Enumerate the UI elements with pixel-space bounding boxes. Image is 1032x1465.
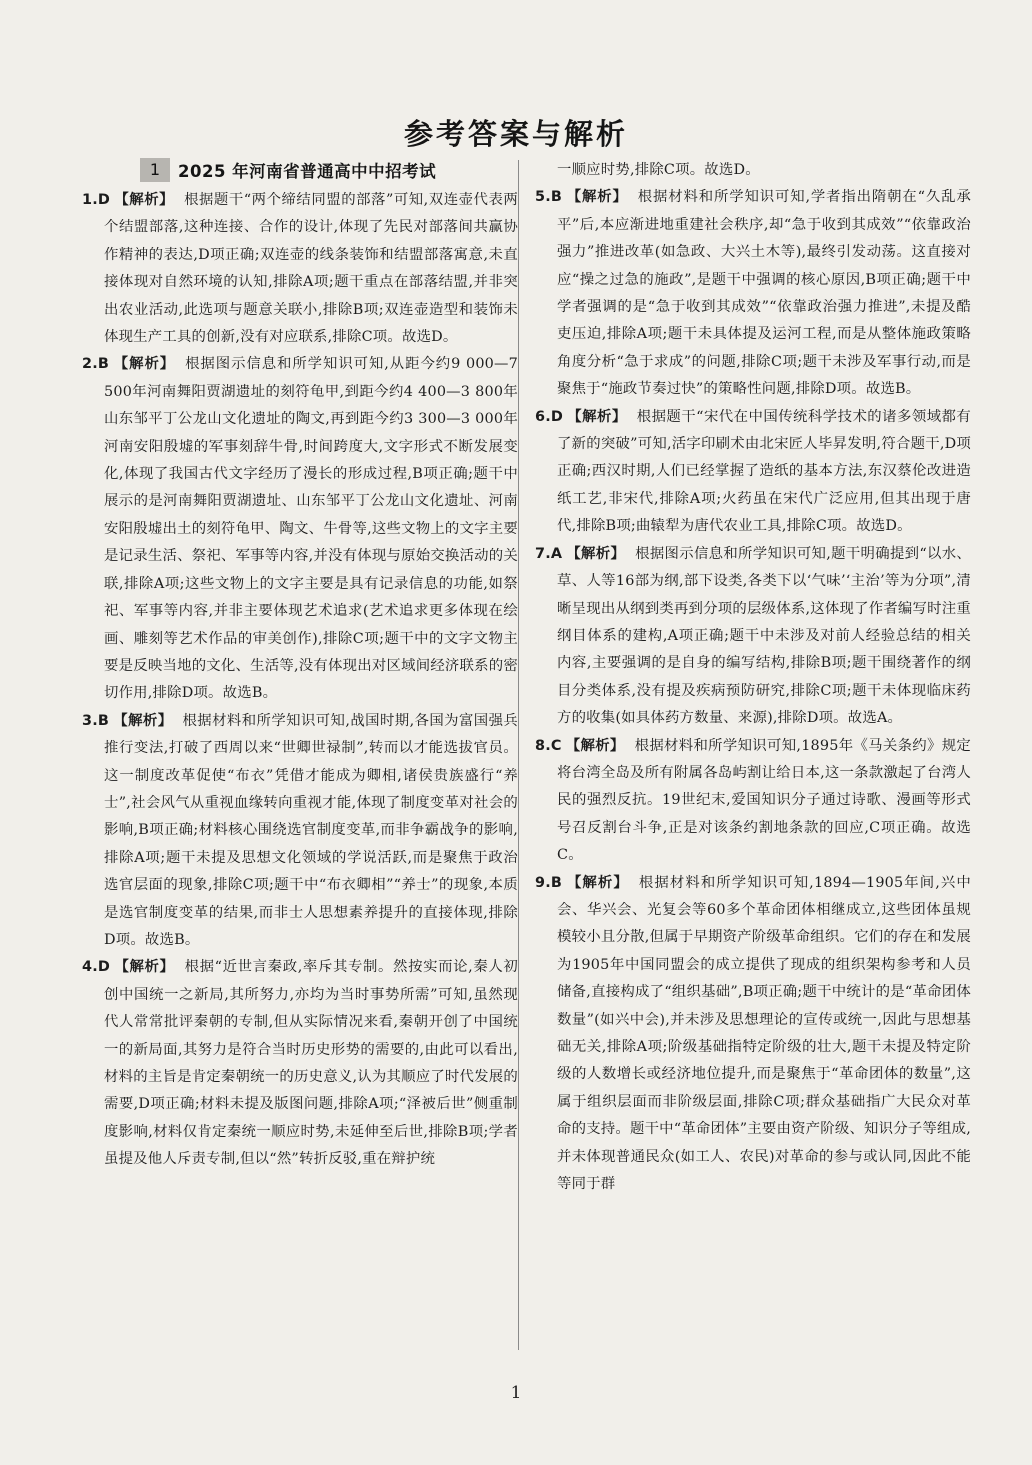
answer-number: 3.	[82, 712, 98, 729]
answer-option: B	[550, 189, 563, 206]
answer-text: 根据“近世言秦政,率斥其专制。然按实而论,秦人初创中国统一之新局,其所努力,亦均为当时事势所需”可知,虽然现代人常常批评秦朝的专制,但从实际情况来看,秦朝开创了中国统一的新局面,其努力是符合当时历史形势的需要的,由此可以看出,材料的主旨是肯定秦朝统一的历史意义,认为其顺应了时代发展的需要,D项正确;材料未提及版图问题,排除A项;“泽被后世”侧重制度影响,材料仅肯定秦统一顺应时势,未延伸至后世,排除B项;学者虽提及他人斥责专制,但以“然”转折反驳,重在辩护统	[104, 959, 518, 1168]
answer-number: 6.	[535, 408, 551, 425]
answer-text: 根据题干“宋代在中国传统科学技术的诸多领域都有了新的突破”可知,活字印刷术由北宋匠人毕昇发明,符合题干,D项正确;西汉时期,人们已经掌握了造纸的基本方法,东汉蔡伦改进造纸工艺,非宋代,排除A项;火药虽在宋代广泛应用,但其出现于唐代,排除B项;曲辕犁为唐代农业工具,排除C项。故选D。	[557, 408, 971, 535]
answer-item-6	[535, 404, 971, 541]
section-number-badge: 1	[140, 158, 170, 182]
answer-text: 根据材料和所学知识可知,1894—1905年间,兴中会、华兴会、光复会等60多个革命团体相继成立,这些团体虽规模较小且分散,但属于早期资产阶级革命组织。它们的存在和发展为1905年中国同盟会的成立提供了现成的组织架构参考和人员储备,直接构成了“组织基础”,B项正确;题干中统计的是“革命团体数量”(如兴中会),并未涉及思想理论的宣传或统一,因此与思想基础无关,排除A项;阶级基础指特定阶级的壮大,题干未提及特定阶级的人数增长或经济地位提升,而是聚焦于“革命团体的数量”,这属于组织层面而非阶级层面,排除C项;群众基础指广大民众对革命的支持。题干中“革命团体”主要由资产阶级、知识分子等组成,并未体现普通民众(如工人、农民)对革命的参与或认同,因此不能等同于群	[557, 874, 971, 1193]
analysis-tag: 【解析】	[114, 959, 175, 976]
answer-text: 根据图示信息和所学知识可知,题干明确提到“以水、草、人等16部为纲,部下设类,各类下以‘气味’‘主治’等为分项”,清晰呈现出从纲到类再到分项的层级体系,这体现了作者编写时注重纲目体系的建构,A项正确;题干中未涉及对前人经验总结的相关内容,主要强调的是自身的编写结构,排除B项;题干围绕著作的纲目分类体系,没有提及疾病预防研究,排除C项;题干未体现临床药方的收集(如具体药方数量、来源),排除D项。故选A。	[557, 545, 971, 727]
answer-item-5	[535, 184, 971, 403]
answer-item-3	[82, 708, 518, 955]
answer-text: 根据材料和所学知识可知,学者指出隋朝在“久乱承平”后,本应渐进地重建社会秩序,却“急于收到其成效”“依靠政治强力”推进改革(如急政、大兴土木等),最终引发动荡。这直接对应“操之过急的施政”,是题干中强调的核心原因,B项正确;题干中学者强调的是“急于收到其成效”“依靠政治强力推进”,未提及酷吏压迫,排除A项;题干未具体提及运河工程,而是从整体施政策略角度分析“急于求成”的问题,排除C项;题干未涉及军事行动,而是聚焦于“施政节奏过快”的策略性问题,排除D项。故选B。	[557, 189, 971, 398]
answer-number: 8.	[535, 737, 551, 754]
answer-number: 7.	[535, 545, 551, 562]
answer-option: B	[550, 874, 563, 891]
page-title: 参考答案与解析	[403, 117, 628, 151]
answer-number: 2.	[82, 356, 98, 373]
answer-item-4	[82, 954, 518, 1173]
section-header	[140, 157, 518, 183]
answer-item-9	[535, 870, 971, 1199]
answer-item-4-continued: 一顺应时势,排除C项。故选D。	[557, 162, 760, 178]
answer-option: B	[97, 712, 110, 729]
answer-text: 根据材料和所学知识可知,战国时期,各国为富国强兵推行变法,打破了西周以来“世卿世禄制”,转而以才能选拔官员。这一制度改革促使“布衣”凭借才能成为卿相,诸侯贵族盛行“养士”,社会风气从重视血缘转向重视才能,体现了制度变革对社会的影响,B项正确;材料核心围绕选官制度变革,而非争霸战争的影响,排除A项;题干未提及思想文化领域的学说活跃,而是聚焦于政治选官层面的现象,排除C项;题干中“布衣卿相”“养士”的现象,本质是选官制度变革的结果,而非士人思想素养提升的直接体现,排除D项。故选B。	[104, 712, 518, 948]
analysis-tag: 【解析】	[114, 192, 175, 208]
answer-number: 9.	[535, 874, 551, 891]
answer-option: C	[550, 737, 562, 754]
analysis-tag: 【解析】	[113, 712, 173, 729]
column-divider	[518, 160, 519, 1350]
page-number: 1	[510, 1383, 522, 1403]
answer-number: 1.	[82, 192, 98, 208]
answer-option: D	[97, 959, 111, 976]
analysis-tag: 【解析】	[113, 356, 176, 373]
right-column	[535, 157, 971, 1198]
answer-text: 根据材料和所学知识可知,1895年《马关条约》规定将台湾全岛及所有附属各岛屿割让给日本,这一条款激起了台湾人民的强烈反抗。19世纪末,爱国知识分子通过诗歌、漫画等形式号召反割台斗争,正是对该条约割地条款的回应,C项正确。故选C。	[557, 737, 971, 864]
answer-option: D	[550, 408, 564, 425]
answer-text: 根据题干“两个缔结同盟的部落”可知,双连壶代表两个结盟部落,这种连接、合作的设计,体现了先民对部落间共赢协作精神的表达,D项正确;双连壶的线条装饰和结盟部落寓意,未直接体现对自然环境的认知,排除A项;题干重点在部落结盟,并非突出农业活动,此选项与题意关联小,排除B项;双连壶造型和装饰未体现生产工具的创新,没有对应联系,排除C项。故选D。	[104, 192, 518, 346]
left-column	[82, 157, 518, 1174]
analysis-tag: 【解析】	[567, 408, 627, 425]
analysis-tag: 【解析】	[565, 737, 625, 754]
answer-number: 4.	[82, 959, 98, 976]
answer-item-7	[535, 541, 971, 733]
answer-number: 5.	[535, 189, 551, 206]
answer-item-2	[82, 351, 518, 707]
analysis-tag: 【解析】	[566, 189, 628, 206]
answer-option: D	[97, 192, 111, 208]
answer-item-8	[535, 733, 971, 870]
analysis-tag: 【解析】	[566, 874, 629, 891]
answer-item-1	[82, 187, 518, 351]
answer-text: 根据图示信息和所学知识可知,从距今约9 000—7 500年河南舞阳贾湖遗址的刻符龟甲,到距今约4 400—3 800年山东邹平丁公龙山文化遗址的陶文,再到距今约3 300—3 000年河南安阳殷墟的军事刻辞牛骨,时间跨度大,文字形式不断发展变化,体现了我国古代文字经历了漫长的形成过程,B项正确;题干中展示的是河南舞阳贾湖遗址、山东邹平丁公龙山文化遗址、河南安阳殷墟出土的刻符龟甲、陶文、牛骨等,这些文物上的文字主要是记录生活、祭祀、军事等内容,并没有体现与原始交换活动的关联,排除A项;这些文物上的文字主要是具有记录信息的功能,如祭祀、军事等内容,并非主要体现艺术追求(艺术追求更多体现在绘画、雕刻等艺术作品的审美创作),排除C项;题干中的文字文物主要是反映当地的文化、生活等,没有体现出对区域间经济联系的密切作用,排除D项。故选B。	[104, 356, 518, 702]
answer-option: A	[550, 545, 563, 562]
section-title: 2025 年河南省普通高中中招考试	[178, 162, 437, 181]
answer-option: B	[97, 356, 110, 373]
analysis-tag: 【解析】	[566, 545, 626, 562]
